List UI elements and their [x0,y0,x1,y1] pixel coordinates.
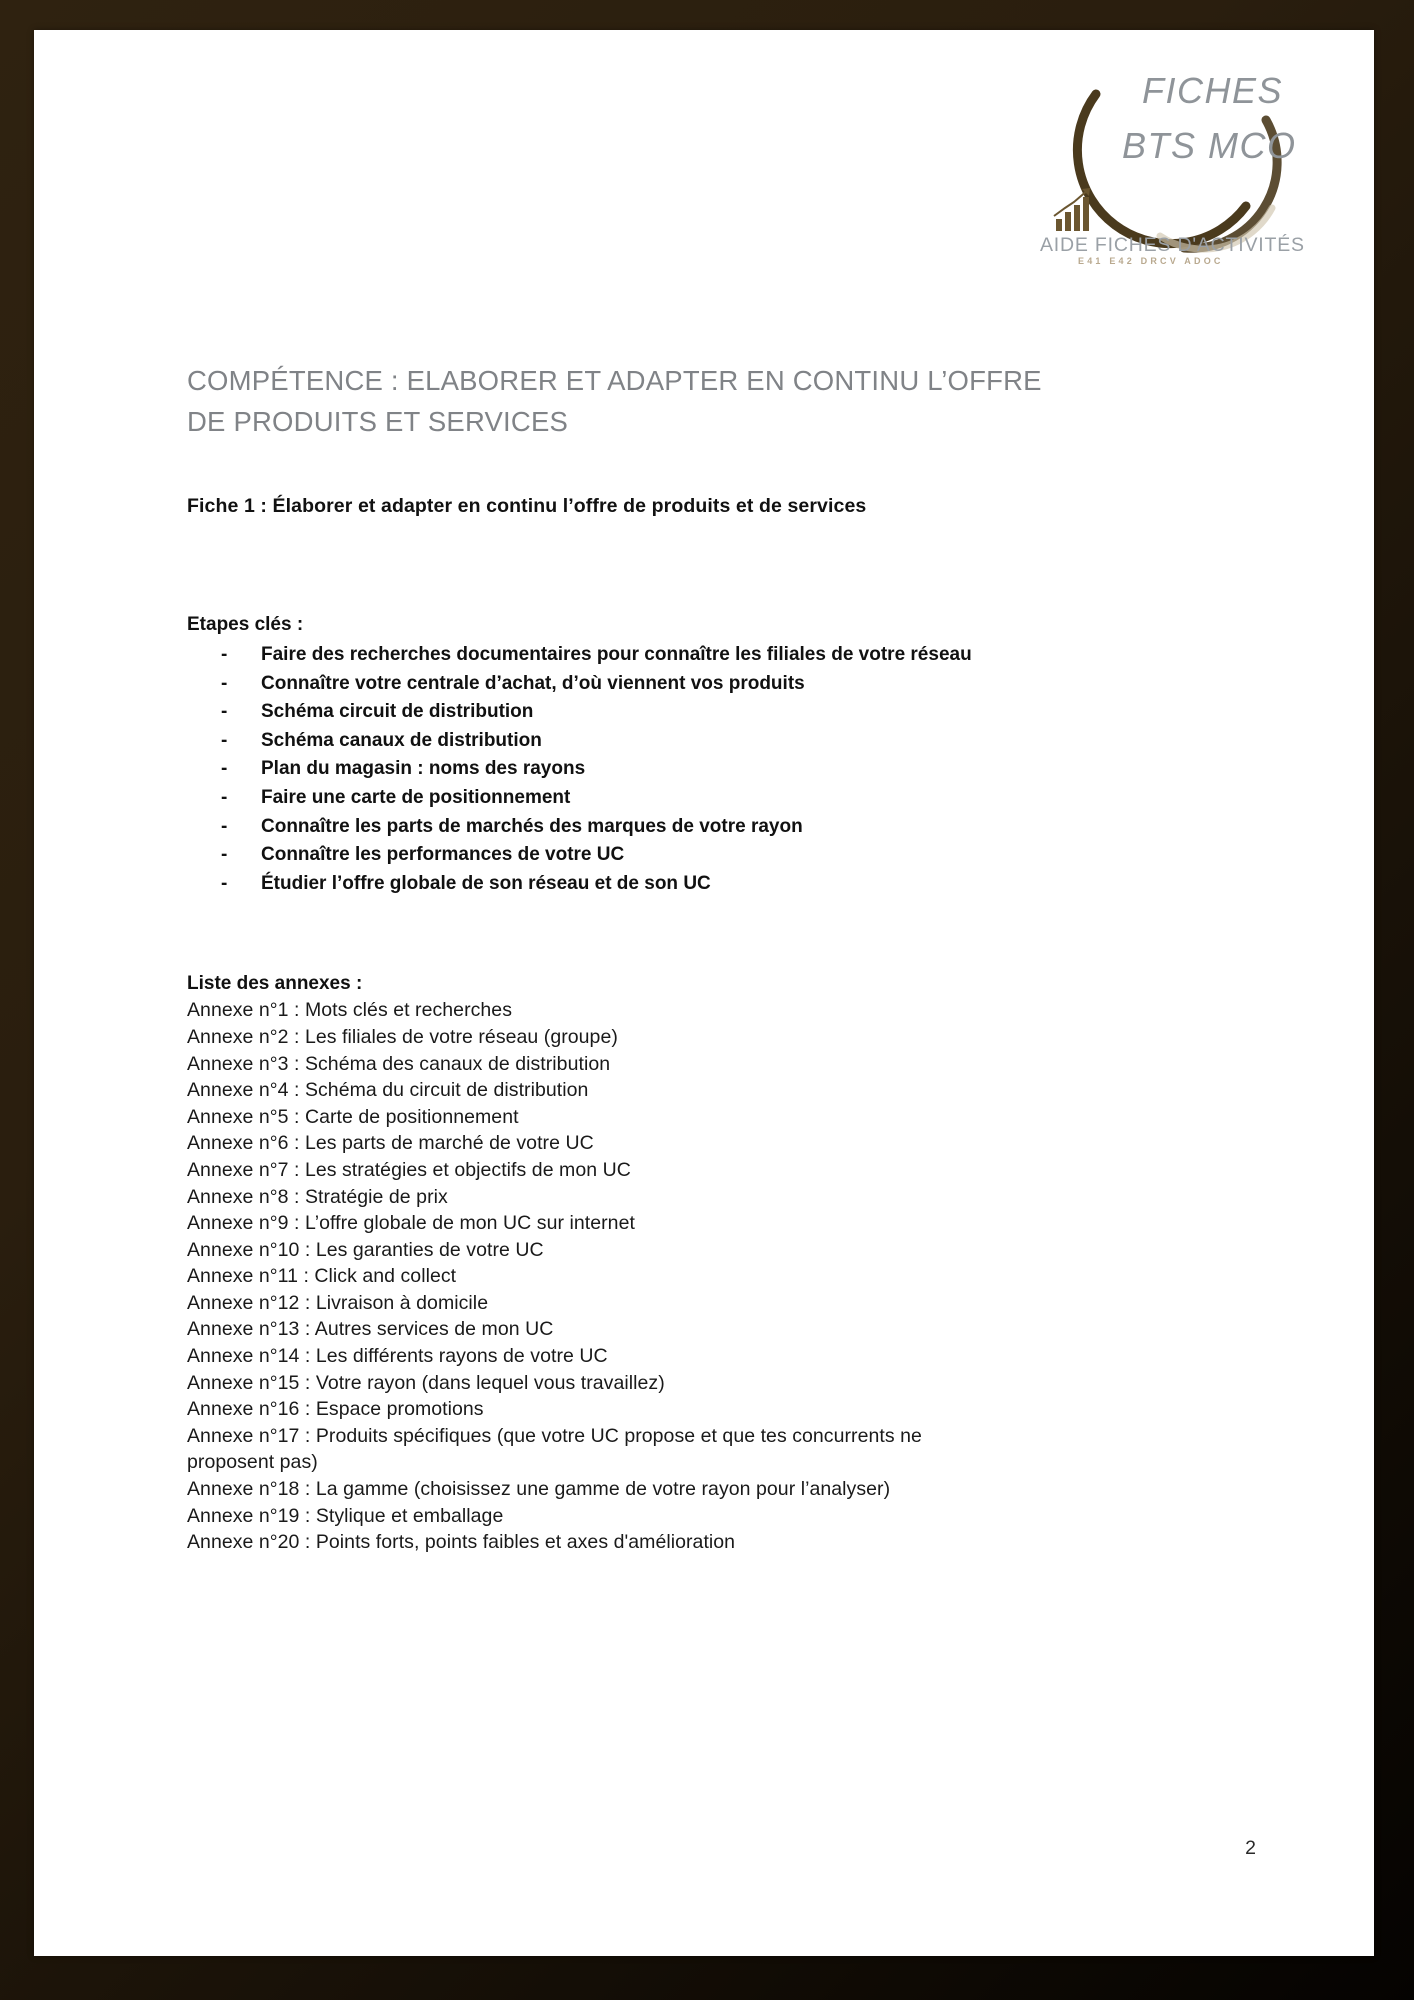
annex-item: Annexe n°18 : La gamme (choisissez une gamme de votre rayon pour l’analyser) [187,1478,891,1501]
list-item-label: Connaître les parts de marchés des marques de votre rayon [261,815,803,837]
annex-item: Annexe n°20 : Points forts, points faibles et axes d'amélioration [187,1531,736,1554]
annexes-heading: Liste des annexes : [187,973,363,995]
annex-item: Annexe n°5 : Carte de positionnement [187,1105,519,1128]
bullet-marker: - [221,758,228,780]
annex-item: Annexe n°13 : Autres services de mon UC [187,1318,554,1341]
list-item [187,697,1247,726]
steps-heading: Etapes clés : [187,614,304,635]
annex-item: Annexe n°11 : Click and collect [187,1265,457,1288]
annex-item: Annexe n°4 : Schéma du circuit de distribution [187,1079,589,1102]
annex-item: Annexe n°17 : Produits spécifiques (que votre UC propose et que tes concurrents ne proposent pas) [187,1424,922,1474]
list-item-label: Plan du magasin : noms des rayons [261,758,586,780]
page-title-line-2: DE PRODUITS ET SERVICES [187,406,569,437]
list-item-label: Schéma circuit de distribution [261,701,534,723]
annex-item: Annexe n°16 : Espace promotions [187,1398,484,1421]
list-item-label: Connaître votre centrale d’achat, d’où viennent vos produits [261,672,805,694]
steps-list [187,640,1247,897]
annex-item: Annexe n°14 : Les différents rayons de votre UC [187,1345,608,1368]
list-item [187,869,1247,898]
annex-item: Annexe n°1 : Mots clés et recherches [187,999,513,1022]
list-item-label: Schéma canaux de distribution [261,729,542,751]
annex-item: Annexe n°7 : Les stratégies et objectifs de mon UC [187,1158,631,1181]
list-item-label: Connaître les performances de votre UC [261,844,625,866]
annexes-list [187,997,987,1555]
list-item-label: Faire des recherches documentaires pour connaître les filiales de votre réseau [261,644,972,665]
bullet-marker: - [221,672,228,694]
logo-tagline: AIDE FICHES D'ACTIVITÉS [1040,234,1305,256]
list-item [187,812,1247,841]
bullet-marker: - [221,729,228,751]
list-item [187,754,1247,783]
annex-item: Annexe n°2 : Les filiales de votre réseau (groupe) [187,1025,618,1048]
bullet-marker: - [221,786,228,808]
annex-item: Annexe n°6 : Les parts de marché de votre UC [187,1132,594,1155]
bullet-marker: - [221,815,228,837]
page-title-line-1: COMPÉTENCE : ELABORER ET ADAPTER EN CONTINU L’OFFRE [187,365,1042,396]
list-item-label: Étudier l’offre globale de son réseau et de son UC [261,872,711,894]
document-page [34,30,1374,1956]
annex-item: Annexe n°15 : Votre rayon (dans lequel vous travaillez) [187,1371,665,1394]
logo-subtagline: E41 E42 DRCV ADOC [1078,256,1224,266]
document-content [187,360,1247,1556]
annex-item: Annexe n°3 : Schéma des canaux de distribution [187,1052,611,1075]
list-item [187,783,1247,812]
list-item-label: Faire une carte de positionnement [261,786,571,808]
annex-item: Annexe n°19 : Stylique et emballage [187,1504,504,1527]
list-item [187,726,1247,755]
bullet-marker: - [221,644,228,665]
logo-brand-line-2: BTS MCO [1122,125,1297,166]
logo-brand-line-1: FICHES [1142,70,1284,111]
page-number: 2 [1245,1837,1256,1859]
bullet-marker: - [221,872,228,894]
list-item [187,840,1247,869]
list-item [187,640,1247,669]
logo-arc-left [1077,94,1246,244]
page-title [187,360,1247,442]
bullet-marker: - [221,701,228,723]
annex-item: Annexe n°9 : L’offre globale de mon UC sur internet [187,1212,635,1235]
bullet-marker: - [221,844,228,866]
annex-item: Annexe n°8 : Stratégie de prix [187,1185,448,1208]
fiches-bts-mco-logo [1034,58,1334,268]
fiche-subtitle: Fiche 1 : Élaborer et adapter en continu l’offre de produits et de services [187,495,867,517]
annex-item: Annexe n°10 : Les garanties de votre UC [187,1238,544,1261]
annex-item: Annexe n°12 : Livraison à domicile [187,1291,489,1314]
list-item [187,669,1247,698]
